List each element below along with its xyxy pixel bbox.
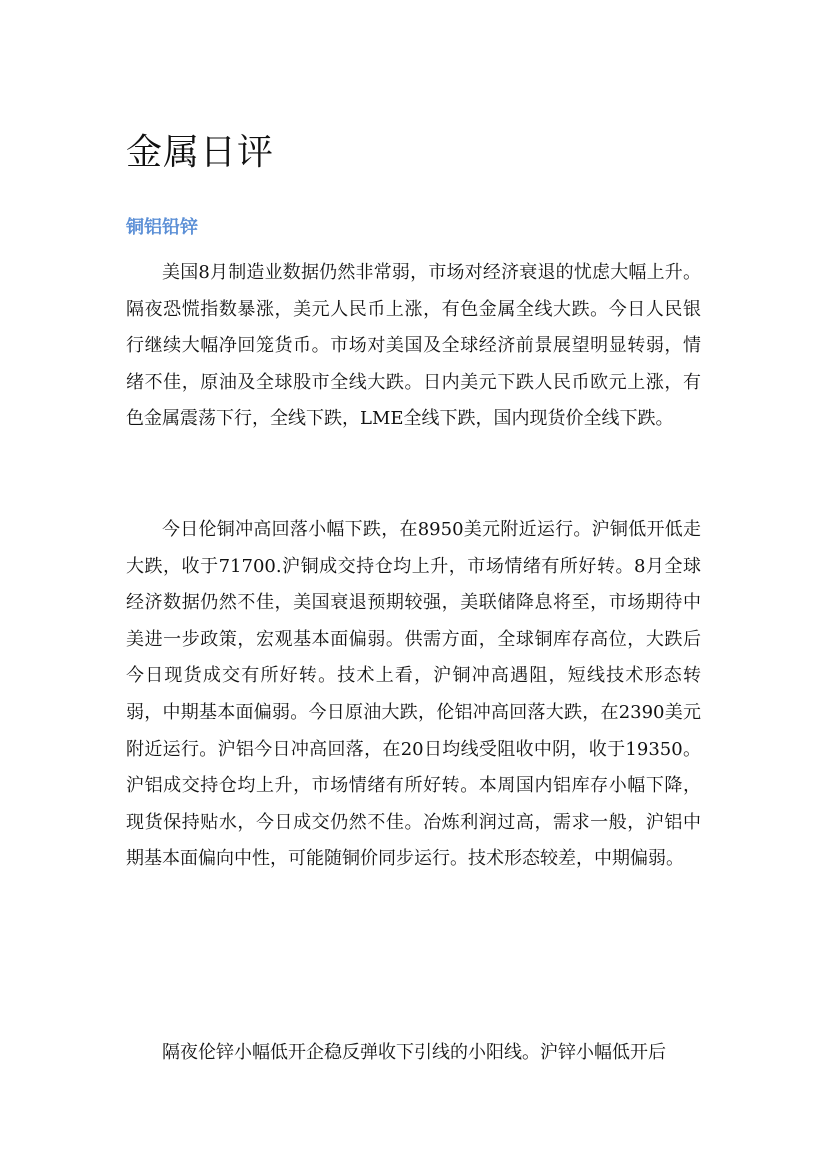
paragraph-block-1 (126, 255, 701, 438)
section-heading: 铜铝铅锌 (126, 217, 198, 238)
paragraph-zinc: 隔夜伦锌小幅低开企稳反弹收下引线的小阳线。沪锌小幅低开后 (162, 1042, 666, 1063)
paragraph-block-2 (126, 512, 701, 878)
document-title: 金属日评 (126, 132, 275, 173)
paragraph-macro: 美国8月制造业数据仍然非常弱，市场对经济衰退的忧虑大幅上升。隔夜恐慌指数暴涨，美元人民币上涨，有色金属全线大跌。今日人民银行继续大幅净回笼货币。市场对美国及全球经济前景展望明显转弱，情绪不佳，原油及全球股市全线大跌。日内美元下跌人民币欧元上涨，有色金属震荡下行，全线下跌，LME全线下跌，国内现货价全线下跌。 (126, 262, 701, 430)
paragraph-block-3 (126, 1035, 701, 1072)
paragraph-copper-aluminum: 今日伦铜冲高回落小幅下跌，在8950美元附近运行。沪铜低开低走大跌，收于71700.沪铜成交持仓均上升，市场情绪有所好转。8月全球经济数据仍然不佳，美国衰退预期较强，美联储降息将至，市场期待中美进一步政策，宏观基本面偏弱。供需方面，全球铜库存高位，大跌后今日现货成交有所好转。技术上看，沪铜冲高遇阻，短线技术形态转弱，中期基本面偏弱。今日原油大跌，伦铝冲高回落大跌，在2390美元附近运行。沪铝今日冲高回落，在20日均线受阻收中阴，收于19350。沪铝成交持仓均上升，市场情绪有所好转。本周国内铝库存小幅下降，现货保持贴水，今日成交仍然不佳。冶炼利润过高，需求一般，沪铝中期基本面偏向中性，可能随铜价同步运行。技术形态较差，中期偏弱。 (126, 519, 701, 870)
